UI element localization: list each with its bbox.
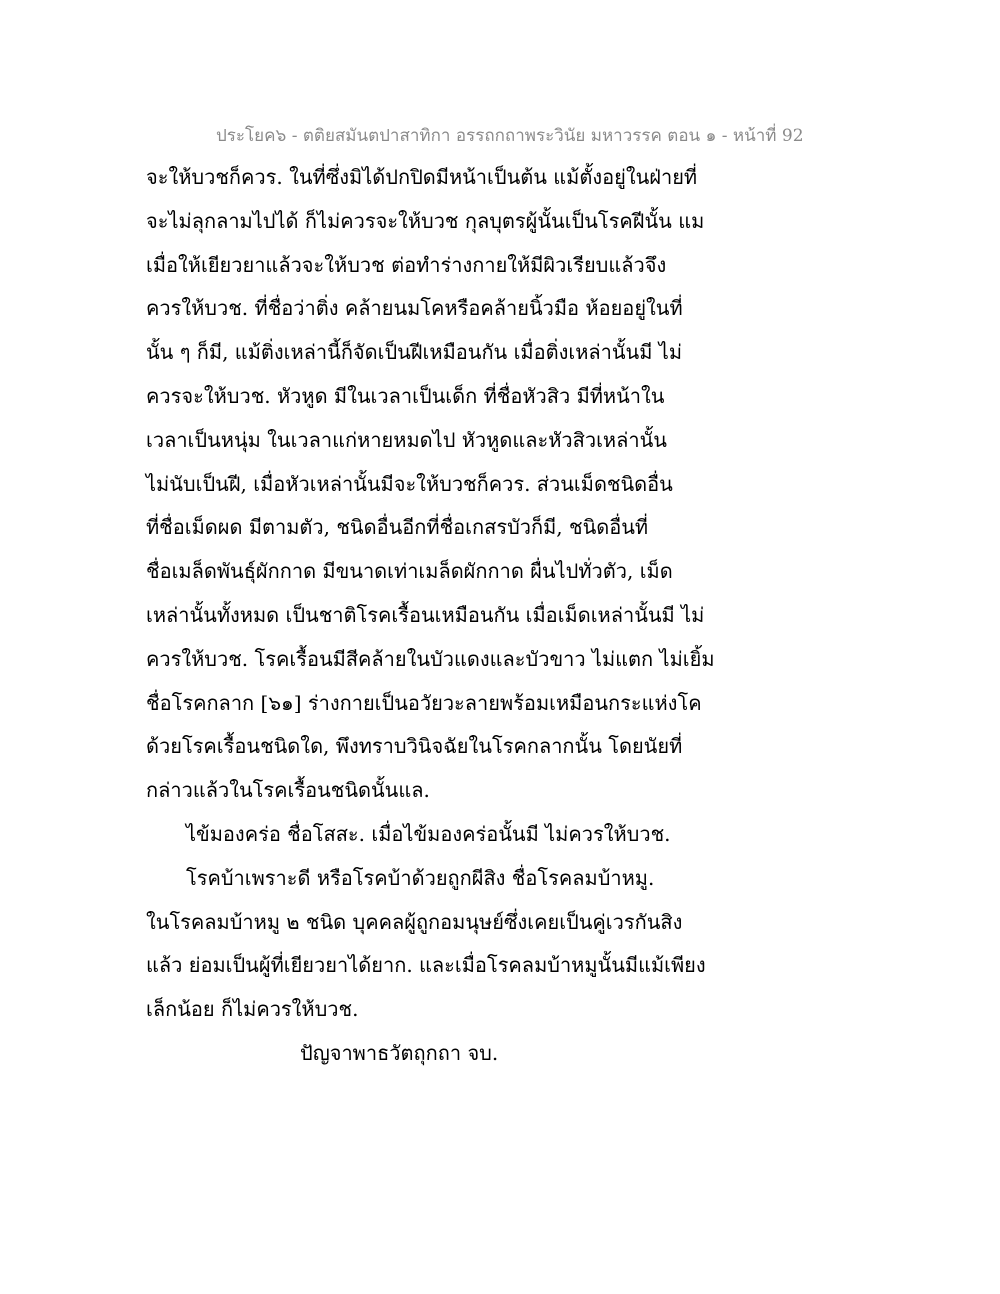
- text-line: ควรจะให้บวช. หัวหูด มีในเวลาเป็นเด็ก ที่ชื่อหัวสิว มีที่หน้าใน: [146, 383, 665, 408]
- text-line: แล้ว ย่อมเป็นผู้ที่เยียวยาได้ยาก. และเมื่อโรคลมบ้าหมูนั้นมีแม้เพียง: [146, 953, 706, 978]
- text-line: เมื่อให้เยียวยาแล้วจะให้บวช ต่อทำร่างกายให้มีผิวเรียบแล้วจึง: [146, 252, 667, 277]
- text-line: เหล่านั้นทั้งหมด เป็นชาติโรคเรื้อนเหมือนกัน เมื่อเม็ดเหล่านั้นมี ไม่: [146, 602, 705, 627]
- text-line: ชื่อเมล็ดพันธุ์ผักกาด มีขนาดเท่าเมล็ดผักกาด ผื่นไปทั่วตัว, เม็ด: [146, 559, 673, 584]
- text-line: ในโรคลมบ้าหมู ๒ ชนิด บุคคลผู้ถูกอมนุษย์ซึ่งเคยเป็นคู่เวรกันสิง: [146, 909, 683, 934]
- text-line: ควรให้บวช. ที่ชื่อว่าติ่ง คล้ายนมโคหรือคล้ายนิ้วมือ ห้อยอยู่ในที่: [146, 296, 683, 321]
- text-line: ควรให้บวช. โรคเรื้อนมีสีคล้ายในบัวแดงและบัวขาว ไม่แตก ไม่เยิ้ม: [146, 646, 715, 671]
- text-line: จะไม่ลุกลามไปได้ ก็ไม่ควรจะให้บวช กุลบุตรผู้นั้นเป็นโรคฝีนั้น แม: [146, 208, 705, 233]
- text-line: เล็กน้อย ก็ไม่ควรให้บวช.: [146, 997, 359, 1022]
- text-line: กล่าวแล้วในโรคเรื้อนชนิดนั้นแล.: [146, 778, 430, 803]
- body-text: [146, 156, 786, 1076]
- text-line: ชื่อโรคกลาก [๖๑] ร่างกายเป็นอวัยวะลายพร้อมเหมือนกระแห่งโค: [146, 690, 702, 715]
- text-line: จะให้บวชก็ควร. ในที่ซึ่งมิได้ปกปิดมีหน้าเป็นต้น แม้ตั้งอยู่ในฝ่ายที่: [146, 165, 698, 189]
- text-line: เวลาเป็นหนุ่ม ในเวลาแก่หายหมดไป หัวหูดและหัวสิวเหล่านั้น: [146, 427, 667, 452]
- section-end-line: ปัญจาพาธวัตถุกถา จบ.: [300, 1040, 499, 1065]
- text-line: นั้น ๆ ก็มี, แม้ติ่งเหล่านี้ก็จัดเป็นฝีเหมือนกัน เมื่อติ่งเหล่านั้นมี ไม่: [146, 340, 682, 365]
- text-line: ไม่นับเป็นฝี, เมื่อหัวเหล่านั้นมีจะให้บวชก็ควร. ส่วนเม็ดชนิดอื่น: [146, 471, 673, 496]
- text-line: ที่ชื่อเม็ดผด มีตามตัว, ชนิดอื่นอีกที่ชื่อเกสรบัวก็มี, ชนิดอื่นที่: [146, 515, 649, 540]
- paragraph-start-line: โรคบ้าเพราะดี หรือโรคบ้าด้วยถูกผีสิง ชื่อโรคลมบ้าหมู.: [186, 865, 655, 890]
- paragraph-start-line: ไข้มองคร่อ ชื่อโสสะ. เมื่อไข้มองคร่อนั้นมี ไม่ควรให้บวช.: [186, 821, 671, 846]
- text-line: ด้วยโรคเรื้อนชนิดใด, พึงทราบวินิจฉัยในโรคกลากนั้น โดยนัยที่: [146, 734, 683, 759]
- running-header: ประโยค๖ - ตติยสมันตปาสาทิกา อรรถกถาพระวินัย มหาวรรค ตอน ๑ - หน้าที่ 92: [216, 126, 804, 146]
